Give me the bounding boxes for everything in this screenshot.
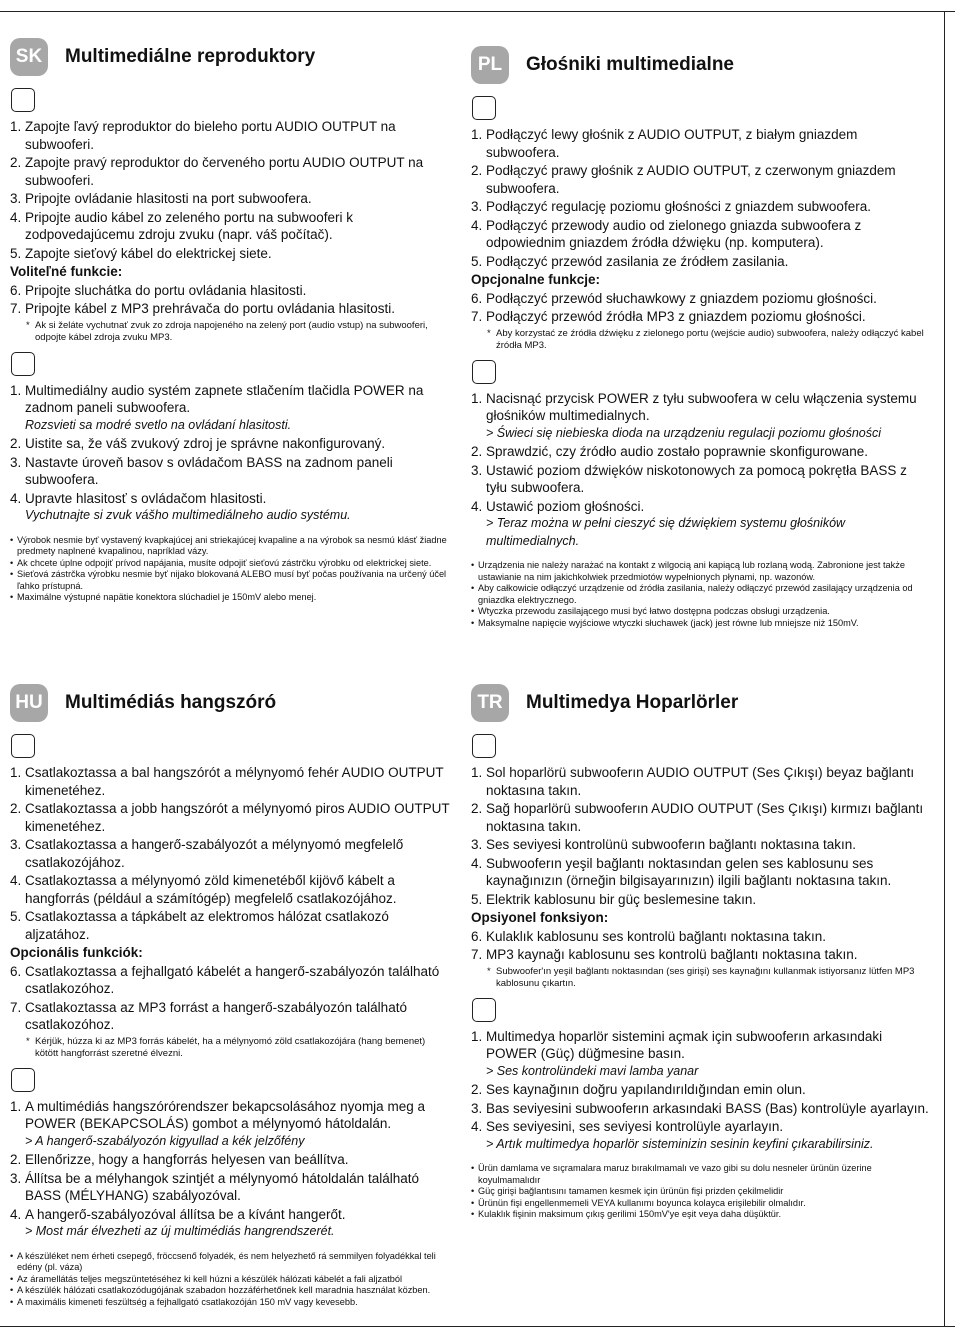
step-number: 3. — [10, 1170, 22, 1186]
usage-step-icon — [472, 360, 496, 384]
step-number: 2. — [471, 163, 483, 178]
step-number: 2. — [471, 444, 483, 459]
step-list-setup — [471, 764, 931, 908]
step-text: Podłączyć przewód zasilania ze źródłem zasilania. — [486, 253, 789, 269]
safety-warnings — [10, 535, 450, 605]
step-text: Pripojte kábel z MP3 prehrávača do portu ovládania hlasitosti. — [25, 301, 395, 316]
step-number: 1. — [471, 390, 483, 406]
step-number: 7. — [10, 999, 22, 1015]
step-item — [471, 308, 931, 326]
usage-step-icon — [11, 352, 35, 376]
step-text: Uistite sa, že váš zvukový zdroj je správne nakonfigurovaný. — [25, 436, 386, 451]
note-text: Kérjük, húzza ki az MP3 forrás kábelét, ha a mélynyomó zöld csatlakozójára (hang bemenet) kötött hangforrást szeretné élvezni. — [35, 1035, 426, 1059]
step-number: 7. — [471, 947, 483, 962]
setup-step-icon — [11, 734, 35, 758]
step-text: Pripojte ovládanie hlasitosti na port subwoofera. — [25, 191, 312, 206]
step-list-setup — [471, 126, 931, 270]
warning-item: • A készüléket nem érheti csepegő, fröccsenő folyadék, és nem helyezhető rá semmilyen folyadékkal teli edény (pl. váza) — [10, 1251, 450, 1274]
optional-features-heading: Voliteľné funkcie: — [10, 264, 123, 279]
step-list-optional — [10, 282, 450, 318]
step-number: 1. — [10, 119, 22, 134]
step-text: Upravte hlasitosť s ovládačom hlasitosti. — [25, 490, 267, 506]
step-text: Csatlakoztassa a hangerő-szabályozót a mélynyomó megfelelő csatlakozójához. — [25, 837, 404, 870]
step-item — [10, 282, 450, 300]
note — [471, 328, 931, 352]
step-item — [10, 999, 450, 1034]
step-item — [10, 836, 450, 871]
step-item — [471, 443, 931, 461]
bottom-rule — [0, 1326, 955, 1327]
step-text: Pripojte sluchátka do portu ovládania hlasitosti. — [25, 282, 307, 298]
step-item — [10, 300, 450, 318]
step-number: 2. — [471, 1082, 483, 1097]
step-item — [10, 1206, 450, 1241]
setup-step-icon — [11, 88, 35, 112]
step-text: Ses seviyesini, ses seviyesi kontrolüyle ayarlayın. — [486, 1119, 784, 1134]
step-list-optional — [471, 928, 931, 964]
step-number: 1. — [471, 765, 483, 780]
step-text: Állítsa be a mélyhangok szintjét a mélynyomó hátoldalán található BASS (MÉLYHANG) szabályozóval. — [25, 1170, 419, 1203]
step-number: 6. — [471, 928, 483, 944]
step-text: Multimedya hoparlör sistemini açmak için subwooferın arkasındaki POWER (Güç) düğmesine basın. — [486, 1028, 883, 1061]
step-item — [471, 1028, 931, 1081]
step-item — [10, 118, 450, 153]
step-text: Ustawić poziom dźwięków niskotonowych za pomocą pokrętła BASS z tyłu subwoofera. — [486, 462, 907, 495]
warning-item: • A készülék hálózati csatlakozódugójának szabadon hozzáférhetőnek kell maradnia használat közben. — [10, 1285, 450, 1297]
asterisk-icon: * — [26, 319, 30, 331]
usage-step-icon — [11, 1068, 35, 1092]
step-number: 3. — [471, 462, 483, 478]
step-text: Subwooferın yeşil bağlantı noktasından gelen ses kablosunu ses kaynağınızın (örneğin bilgisayarınızın) ilgili bağlantı noktasına takın. — [486, 855, 892, 888]
step-number: 3. — [471, 1100, 483, 1116]
optional-features-heading: Opcjonalne funkcje: — [471, 272, 601, 287]
usage-step-icon — [472, 998, 496, 1022]
language-badge: PL — [471, 46, 509, 84]
step-item — [10, 1151, 450, 1169]
language-badge: SK — [10, 38, 48, 76]
step-text: Podłączyć przewody audio od zielonego gniazda subwoofera z odpowiednim gniazdem źródła dźwięku (np. komputera). — [486, 217, 862, 250]
safety-warnings — [471, 560, 931, 630]
step-number: 1. — [10, 382, 22, 398]
step-item — [471, 1100, 931, 1118]
step-item — [471, 126, 931, 161]
warning-item: • Výrobok nesmie byť vystavený kvapkajúcej ani striekajúcej kvapaline a na výrobok sa nesmú klásť žiadne predmety naplnené kvapalinou, napríklad vázy. — [10, 535, 450, 558]
step-number: 4. — [10, 873, 22, 888]
warning-item: • Sieťová zástrčka výrobku nesmie byť nijako blokovaná ALEBO musí byť počas používania na určený účel ľahko prístupná. — [10, 569, 450, 592]
step-number: 6. — [10, 963, 22, 979]
note-text: Aby korzystać ze źródła dźwięku z zielonego portu (wejście audio) subwoofera, należy odłączyć kabel źródła MP3. — [496, 327, 924, 351]
step-text: Podłączyć regulację poziomu głośności z gniazdem subwoofera. — [486, 199, 871, 214]
warning-item: • Maksymalne napięcie wyjściowe wtyczki słuchawek (jack) jest równe lub mniejsze niż 150mV. — [471, 618, 931, 630]
asterisk-icon: * — [26, 1035, 30, 1047]
step-item — [471, 928, 931, 946]
step-item — [10, 908, 450, 943]
step-item — [10, 490, 450, 525]
step-list-optional — [471, 290, 931, 326]
section-tr — [471, 684, 931, 1221]
step-list-optional — [10, 963, 450, 1034]
step-number: 7. — [10, 301, 22, 316]
step-text: Ses seviyesi kontrolünü subwooferın bağlantı noktasına takın. — [486, 837, 856, 852]
step-text: Sol hoparlörü subwooferın AUDIO OUTPUT (Ses Çıkışı) beyaz bağlantı noktasına takın. — [486, 765, 915, 798]
step-text: Csatlakoztassa a bal hangszórót a mélynyomó fehér AUDIO OUTPUT kimenetéhez. — [25, 765, 444, 798]
step-number: 4. — [471, 1119, 483, 1134]
step-result: > Ses kontrolündeki mavi lamba yanar — [486, 1063, 699, 1078]
step-number: 4. — [10, 209, 22, 225]
top-rule — [0, 11, 955, 12]
note-text: Ak si želáte vychutnať zvuk zo zdroja napojeného na zelený port (audio vstup) na subwooferi, odpojte kábel zdroja zvuku MP3. — [35, 319, 428, 343]
step-number: 1. — [471, 1028, 483, 1044]
warning-item: • Güç girişi bağlantısını tamamen kesmek için ürünün fişi prizden çekilmelidir — [471, 1186, 931, 1198]
step-item — [10, 190, 450, 208]
step-text: Ses kaynağının doğru yapılandırıldığından emin olun. — [486, 1082, 806, 1097]
note-text: Subwoofer'ın yeşil bağlantı noktasından (ses girişi) ses kaynağını kullanmak istiyorsanız lütfen MP3 kablosunu çıkartın. — [496, 965, 915, 989]
step-text: MP3 kaynağı kablosunu ses kontrolü bağlantı noktasına takın. — [486, 947, 858, 962]
step-item — [10, 1170, 450, 1205]
step-item — [10, 435, 450, 453]
step-result: > Teraz można w pełni cieszyć się dźwiękiem systemu głośników multimedialnych. — [486, 516, 846, 548]
step-result: > A hangerő-szabályozón kigyullad a kék jelzőfény — [25, 1133, 305, 1148]
step-number: 7. — [471, 309, 483, 324]
step-number: 1. — [471, 127, 483, 142]
step-number: 2. — [471, 801, 483, 816]
step-item — [471, 836, 931, 854]
step-text: Pripojte audio kábel zo zeleného portu na subwooferi k zodpovedajúcemu zdroju zvuku (napr. váš počítač). — [25, 209, 353, 242]
step-item — [10, 454, 450, 489]
section-title: Multimedya Hoparlörler — [526, 692, 739, 713]
step-text: Podłączyć przewód źródła MP3 z gniazdem poziomu głośności. — [486, 309, 866, 324]
note — [10, 1036, 450, 1060]
step-text: Ustawić poziom głośności. — [486, 498, 645, 514]
step-number: 6. — [471, 290, 483, 306]
step-number: 3. — [10, 191, 22, 206]
step-item — [471, 764, 931, 799]
step-number: 5. — [10, 909, 22, 924]
step-item — [471, 462, 931, 497]
section-hu — [10, 684, 450, 1308]
step-number: 3. — [10, 837, 22, 852]
step-item — [471, 891, 931, 909]
step-list-setup — [10, 118, 450, 262]
step-list-use — [471, 390, 931, 551]
step-item — [471, 800, 931, 835]
warning-item: • Kulaklık fişinin maksimum çıkış gerilimi 150mV'ye eşit veya daha düşüktür. — [471, 1209, 931, 1221]
step-text: A multimédiás hangszórórendszer bekapcsolásához nyomja meg a POWER (BEKAPCSOLÁS) gombot a mélynyomó hátoldalán. — [25, 1098, 425, 1131]
step-number: 3. — [10, 454, 22, 470]
step-text: Nacisnąć przycisk POWER z tyłu subwoofera w celu włączenia systemu głośników multimedialnych. — [486, 390, 917, 423]
step-number: 1. — [10, 1098, 22, 1114]
warning-item: • Maximálne výstupné napätie konektora slúchadiel je 150mV alebo menej. — [10, 592, 450, 604]
step-number: 5. — [471, 891, 483, 907]
step-text: Elektrik kablosunu bir güç beslemesine takın. — [486, 891, 757, 907]
step-text: Zapojte ľavý reproduktor do bieleho portu AUDIO OUTPUT na subwooferi. — [25, 119, 396, 152]
step-item — [471, 290, 931, 308]
section-header — [10, 684, 450, 722]
warning-item: • Aby całkowicie odłączyć urządzenie od źródła zasilania, należy odłączyć przewód zasilający urządzenia od gniazdka elektrycznego. — [471, 583, 931, 606]
step-text: Bas seviyesini subwooferın arkasındaki BASS (Bas) kontrolüyle ayarlayın. — [486, 1100, 929, 1116]
step-number: 5. — [471, 253, 483, 269]
step-number: 6. — [10, 282, 22, 298]
warning-item: • Ürün damlama ve sıçramalara maruz bırakılmamalı ve vazo gibi su dolu nesneler ürünün üzerine koyulmamalıdır — [471, 1163, 931, 1186]
step-list-use — [10, 382, 450, 525]
step-number: 4. — [10, 490, 22, 506]
step-text: Kulaklık kablosunu ses kontrolü bağlantı noktasına takın. — [486, 928, 826, 944]
step-item — [471, 1081, 931, 1099]
step-result: > Świeci się niebieska dioda na urządzeniu regulacji poziomu głośności — [486, 425, 882, 440]
step-number: 2. — [10, 436, 22, 451]
step-text: Sprawdzić, czy źródło audio zostało poprawnie skonfigurowane. — [486, 444, 868, 459]
setup-step-icon — [472, 734, 496, 758]
step-item — [10, 764, 450, 799]
warning-item: • A maximális kimeneti feszültség a fejhallgató csatlakozóján 150 mV vagy kevesebb. — [10, 1297, 450, 1309]
step-item — [471, 162, 931, 197]
step-text: A hangerő-szabályozóval állítsa be a kívánt hangerőt. — [25, 1206, 346, 1222]
section-pl — [471, 46, 931, 630]
step-text: Zapojte sieťový kábel do elektrickej siete. — [25, 245, 272, 261]
safety-warnings — [471, 1163, 931, 1221]
language-badge: TR — [471, 684, 509, 722]
section-title: Głośniki multimedialne — [526, 54, 734, 75]
warning-item: • Urządzenia nie należy narażać na kontakt z wilgocią ani kapiącą lub rozlaną wodą. Zabronione jest także ustawianie na nim jakichkolwiek przedmiotów wypełnionych płynami, np. wazonów. — [471, 560, 931, 583]
section-header — [10, 38, 450, 76]
step-number: 4. — [471, 217, 483, 233]
step-result: > Most már élvezheti az új multimédiás hangrendszerét. — [25, 1224, 335, 1238]
note — [10, 320, 450, 344]
asterisk-icon: * — [487, 965, 491, 977]
step-item — [10, 872, 450, 907]
step-number: 4. — [471, 498, 483, 514]
step-text: Csatlakoztassa a mélynyomó zöld kimenetéből kijövő kábelt a hangforrás (például a számítógép) megfelelő csatlakozójához. — [25, 873, 397, 906]
step-item — [10, 800, 450, 835]
step-number: 3. — [471, 199, 483, 214]
step-number: 2. — [10, 1152, 22, 1167]
step-text: Podłączyć prawy głośnik z AUDIO OUTPUT, z czerwonym gniazdem subwoofera. — [486, 163, 896, 196]
step-text: Nastavte úroveň basov s ovládačom BASS na zadnom paneli subwoofera. — [25, 454, 393, 487]
optional-features-heading: Opcionális funkciók: — [10, 945, 143, 960]
section-header — [471, 46, 931, 84]
step-item — [10, 1098, 450, 1151]
setup-step-icon — [472, 96, 496, 120]
language-badge: HU — [10, 684, 48, 722]
step-number: 2. — [10, 155, 22, 170]
step-text: Csatlakoztassa a tápkábelt az elektromos hálózat csatlakozó aljzatához. — [25, 909, 389, 942]
section-header — [471, 684, 931, 722]
step-text: Zapojte pravý reproduktor do červeného portu AUDIO OUTPUT na subwooferi. — [25, 155, 424, 188]
note — [471, 966, 931, 990]
step-number: 2. — [10, 801, 22, 816]
step-text: Podłączyć lewy głośnik z AUDIO OUTPUT, z białym gniazdem subwoofera. — [486, 127, 858, 160]
step-number: 4. — [10, 1206, 22, 1222]
right-rule — [944, 11, 945, 1327]
step-result: Vychutnajte si zvuk vášho multimediálneho audio systému. — [25, 508, 351, 522]
section-title: Multimediálne reproduktory — [65, 46, 316, 67]
step-item — [471, 498, 931, 551]
step-result: > Artık multimedya hoparlör sisteminizin sesinin keyfini çıkarabilirsiniz. — [486, 1136, 874, 1151]
step-item — [471, 198, 931, 216]
asterisk-icon: * — [487, 327, 491, 339]
warning-item: • Az áramellátás teljes megszüntetéséhez ki kell húzni a készülék hálózati kábelét a fali aljzatból — [10, 1274, 450, 1286]
step-text: Csatlakoztassa a fejhallgató kábelét a hangerő-szabályozón található csatlakozóhoz. — [25, 963, 440, 996]
step-text: Podłączyć przewód słuchawkowy z gniazdem poziomu głośności. — [486, 290, 877, 306]
step-item — [10, 963, 450, 998]
warning-item: • Ak chcete úplne odpojiť prívod napájania, musíte odpojiť sieťovú zástrčku výrobku od elektrickej siete. — [10, 558, 450, 570]
safety-warnings — [10, 1251, 450, 1309]
step-number: 3. — [471, 837, 483, 852]
step-result: Rozsvieti sa modré svetlo na ovládaní hlasitosti. — [25, 417, 292, 432]
step-item — [10, 245, 450, 263]
section-title: Multimédiás hangszóró — [65, 692, 277, 713]
step-item — [10, 209, 450, 244]
step-text: Multimediálny audio systém zapnete stlačením tlačidla POWER na zadnom paneli subwoofera. — [25, 382, 424, 415]
step-list-setup — [10, 764, 450, 943]
step-text: Csatlakoztassa az MP3 forrást a hangerő-szabályozón található csatlakozóhoz. — [25, 999, 407, 1032]
step-number: 4. — [471, 855, 483, 871]
step-item — [10, 154, 450, 189]
step-number: 5. — [10, 245, 22, 261]
warning-item: • Wtyczka przewodu zasilającego musi być łatwo dostępna podczas obsługi urządzenia. — [471, 606, 931, 618]
section-sk — [10, 38, 450, 604]
warning-item: • Ürünün fişi engellenmemeli VEYA kullanımı boyunca kolayca erişilebilir olmalıdır. — [471, 1198, 931, 1210]
optional-features-heading: Opsiyonel fonksiyon: — [471, 910, 609, 925]
step-text: Sağ hoparlörü subwooferın AUDIO OUTPUT (Ses Çıkışı) kırmızı bağlantı noktasına takın. — [486, 801, 924, 834]
step-item — [471, 946, 931, 964]
step-item — [471, 855, 931, 890]
step-item — [471, 217, 931, 252]
step-list-use — [10, 1098, 450, 1241]
step-item — [471, 1118, 931, 1153]
step-item — [471, 390, 931, 443]
step-text: Ellenőrizze, hogy a hangforrás helyesen van beállítva. — [25, 1152, 349, 1167]
step-text: Csatlakoztassa a jobb hangszórót a mélynyomó piros AUDIO OUTPUT kimenetéhez. — [25, 801, 450, 834]
step-list-use — [471, 1028, 931, 1154]
step-number: 1. — [10, 765, 22, 780]
step-item — [10, 382, 450, 435]
step-item — [471, 253, 931, 271]
